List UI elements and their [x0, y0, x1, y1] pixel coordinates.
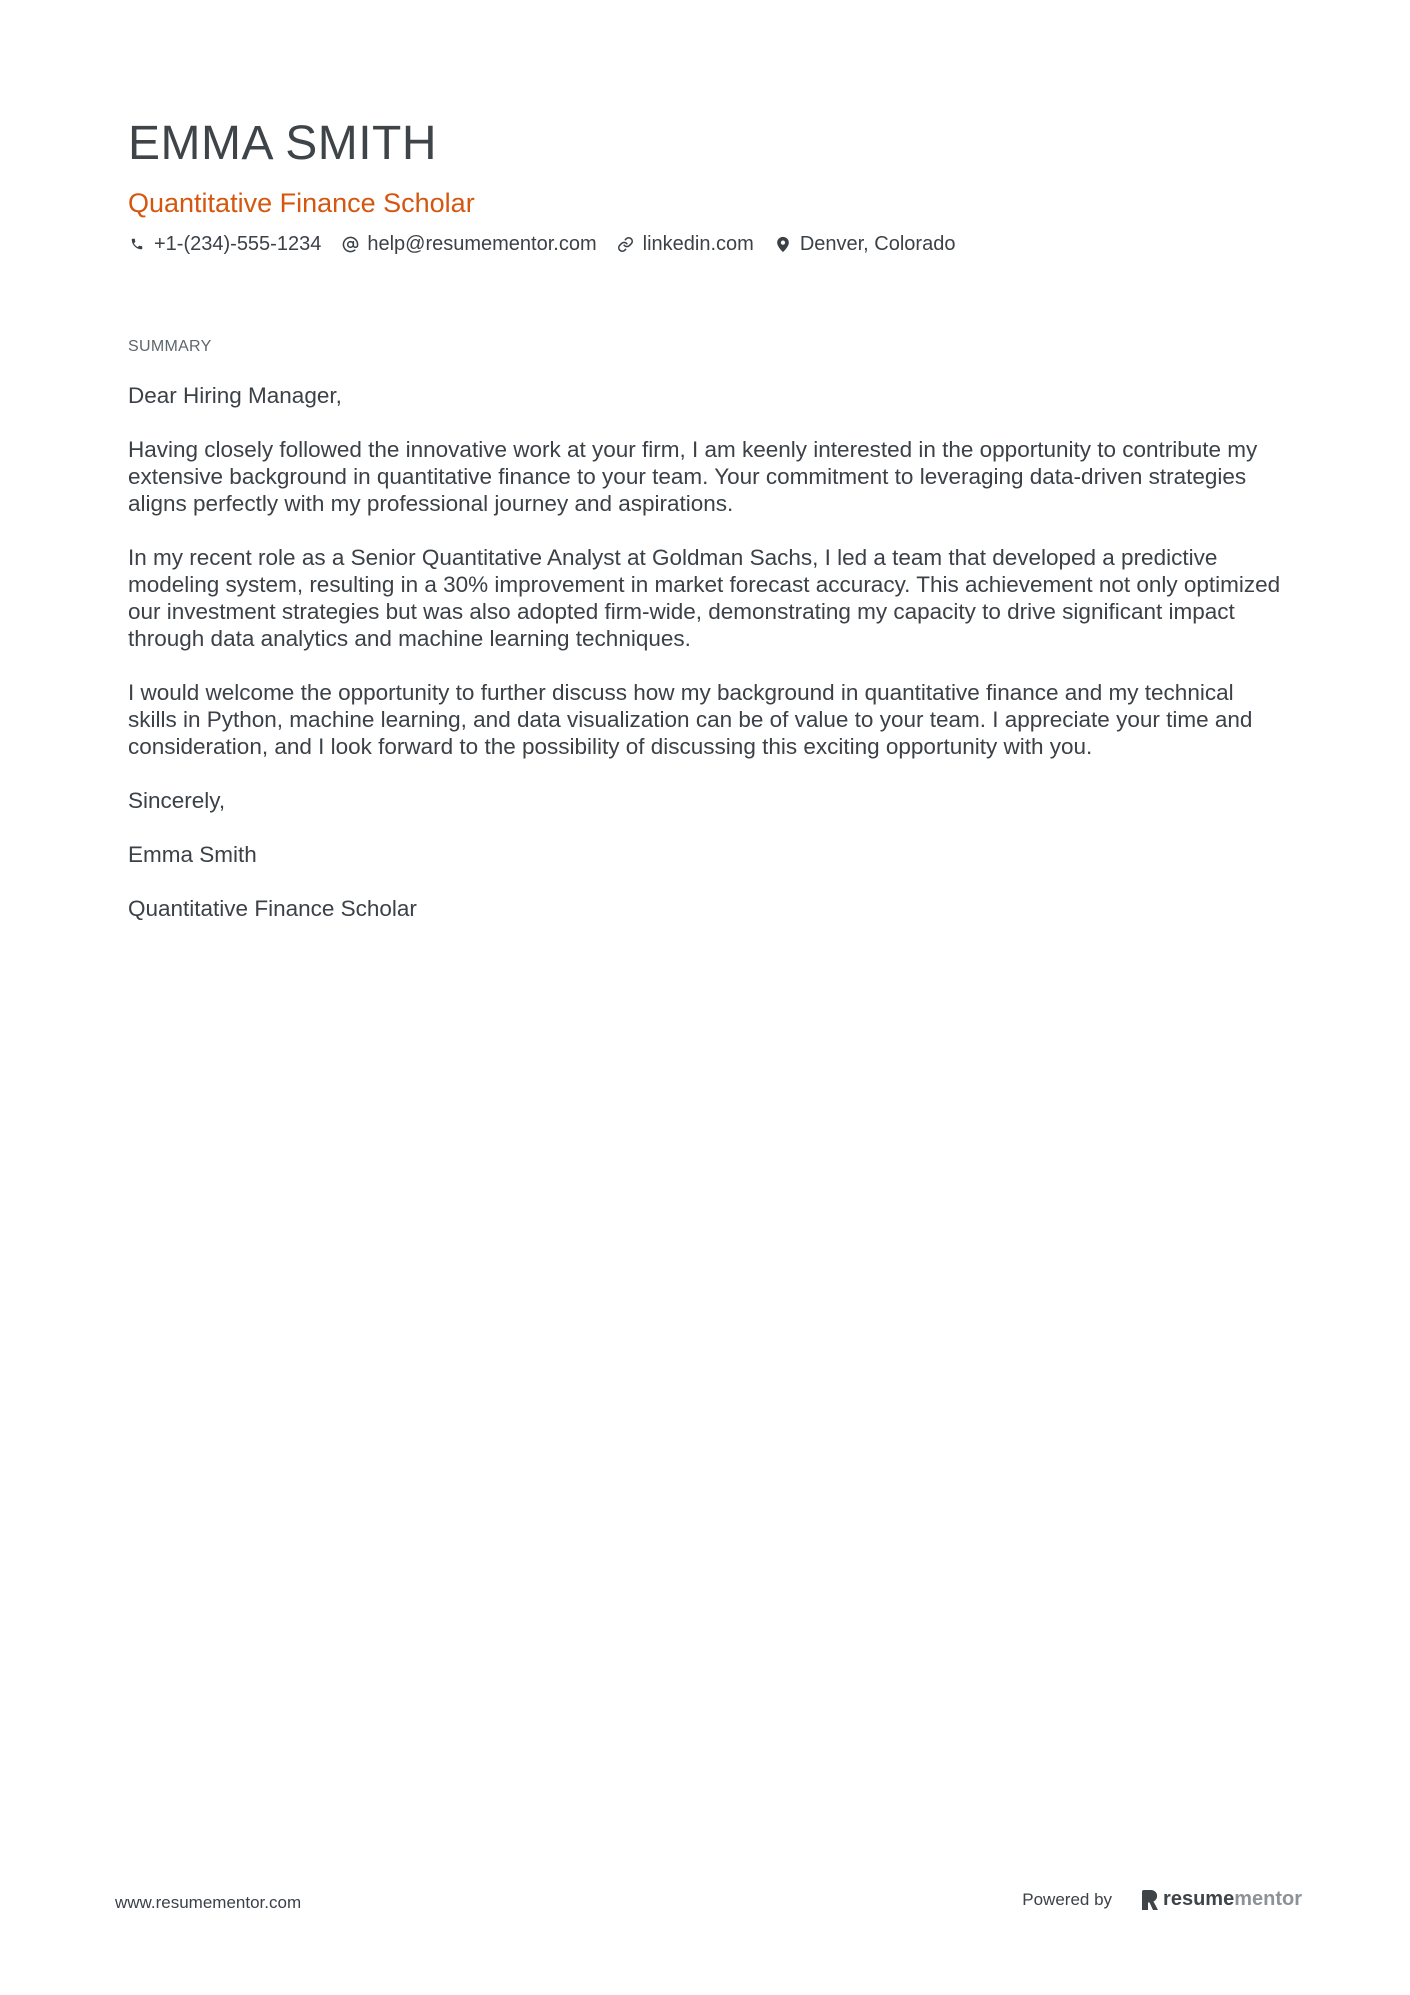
contact-location	[774, 230, 956, 258]
signature-name: Emma Smith	[128, 842, 257, 867]
footer-website-link[interactable]: www.resumementor.com	[115, 1893, 302, 1912]
website-text: linkedin.com	[642, 233, 754, 255]
candidate-name: EMMA SMITH	[128, 117, 438, 170]
letter-paragraph: In my recent role as a Senior Quantitative Analyst at Goldman Sachs, I led a team that developed a predictive modeling system, resulting in a 30% improvement in market forecast accuracy. This achievement not only optimized our investment strategies but was also adopted firm-wide, demonstrating my capacity to drive significant impact through data analytics and machine learning techniques.	[128, 545, 1281, 651]
letter-greeting: Dear Hiring Manager,	[128, 383, 342, 408]
map-pin-icon	[774, 235, 792, 253]
contact-website[interactable]	[617, 230, 754, 258]
at-sign-icon	[341, 235, 359, 253]
contact-phone[interactable]	[128, 230, 321, 258]
section-heading-summary: SUMMARY	[128, 338, 212, 355]
contact-email[interactable]	[341, 230, 596, 258]
contact-info	[128, 230, 1288, 258]
email-text: help@resumementor.com	[367, 233, 597, 255]
brand-name-light: mentor	[1234, 1888, 1302, 1910]
location-text: Denver, Colorado	[799, 233, 956, 255]
resumementor-logo-icon	[1142, 1890, 1158, 1910]
candidate-title: Quantitative Finance Scholar	[128, 188, 475, 218]
header	[128, 112, 1288, 258]
phone-icon	[128, 235, 146, 253]
phone-text: +1-(234)-555-1234	[154, 233, 322, 255]
letter-paragraph: Having closely followed the innovative work at your firm, I am keenly interested in the opportunity to contribute my extensive background in quantitative finance to your team. Your commitment to leveraging data-driven strategies aligns perfectly with my professional journey and aspirations.	[128, 437, 1258, 516]
brand-name-bold: resume	[1163, 1888, 1235, 1910]
link-icon	[617, 235, 635, 253]
brand-logo[interactable]	[1142, 1888, 1302, 1911]
letter-body	[128, 382, 1288, 949]
letter-closing: Sincerely,	[128, 788, 226, 813]
footer-branding	[1022, 1888, 1302, 1911]
powered-by-label: Powered by	[1022, 1889, 1113, 1909]
signature-title: Quantitative Finance Scholar	[128, 896, 417, 921]
letter-paragraph: I would welcome the opportunity to further discuss how my background in quantitative finance and my technical skills in Python, machine learning, and data visualization can be of value to your team. I appreciate your time and consideration, and I look forward to the possibility of discussing this exciting opportunity with you.	[128, 680, 1253, 759]
